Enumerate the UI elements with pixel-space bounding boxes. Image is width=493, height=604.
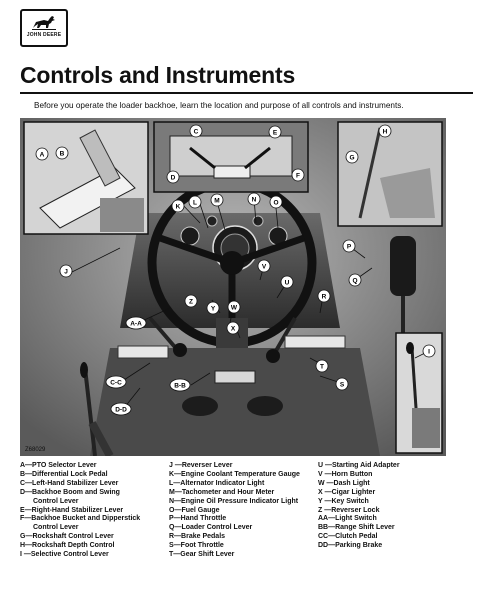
callout-e: [269, 126, 281, 138]
callout-x: [227, 322, 239, 334]
svg-text:S: S: [339, 381, 345, 389]
legend-item: Z —Reverser Lock: [318, 506, 380, 514]
callout-h: [379, 125, 391, 137]
svg-text:J: J: [64, 268, 68, 276]
callout-t: [316, 360, 328, 372]
svg-text:B: B: [59, 150, 65, 158]
callout-aa: [126, 317, 146, 329]
callout-cc: [106, 376, 126, 388]
legend-item: T—Gear Shift Lever: [169, 551, 235, 559]
controls-photo: [20, 118, 446, 456]
callout-m: [211, 194, 223, 206]
callout-d: [167, 171, 179, 183]
callout-a: [36, 148, 48, 160]
page-title: Controls and Instruments: [20, 62, 296, 88]
legend-item: P—Hand Throttle: [169, 515, 227, 523]
callout-i: [423, 345, 435, 357]
legend-item-continuation: Control Lever: [33, 497, 79, 505]
callout-y: [207, 302, 219, 314]
legend-item: M—Tachometer and Hour Meter: [169, 488, 275, 496]
callout-z: [185, 295, 197, 307]
legend-item: AA—Light Switch: [318, 515, 377, 523]
svg-text:K: K: [175, 203, 181, 211]
callout-v: [258, 260, 270, 272]
callout-l: [189, 196, 201, 208]
legend-item: E—Right-Hand Stabilizer Lever: [20, 506, 124, 514]
svg-text:Y: Y: [210, 305, 216, 313]
legend-item: DD—Parking Brake: [318, 542, 383, 550]
svg-text:X: X: [230, 325, 236, 333]
svg-text:H: H: [382, 128, 388, 136]
callout-s: [336, 378, 348, 390]
legend-item: A—PTO Selector Lever: [20, 462, 97, 469]
svg-text:D-D: D-D: [115, 406, 127, 414]
svg-text:Q: Q: [352, 277, 358, 285]
legend-item: Q—Loader Control Lever: [169, 524, 253, 532]
legend-item: CC—Clutch Pedal: [318, 533, 378, 541]
svg-text:O: O: [273, 199, 279, 207]
callout-g: [346, 151, 358, 163]
legend-item: X —Cigar Lighter: [318, 488, 376, 496]
legend-item: Y —Key Switch: [318, 497, 369, 505]
legend-item: BB—Range Shift Lever: [318, 524, 395, 532]
intro-text: Before you operate the loader backhoe, learn the location and purpose of all controls and instruments.: [34, 101, 404, 110]
brand-name: JOHN DEERE: [26, 32, 62, 38]
svg-text:L: L: [193, 199, 197, 207]
legend-item: K—Engine Coolant Temperature Gauge: [169, 470, 300, 478]
svg-text:U: U: [284, 279, 290, 287]
legend-item: U —Starting Aid Adapter: [318, 462, 400, 469]
svg-text:C: C: [193, 128, 199, 136]
callout-r: [318, 290, 330, 302]
legend-item: F—Backhoe Bucket and Dipperstick: [20, 515, 141, 523]
legend-item-continuation: Control Lever: [33, 524, 79, 532]
callout-f: [292, 169, 304, 181]
svg-text:R: R: [321, 293, 327, 301]
callout-w: [228, 301, 240, 313]
legend-item: W —Dash Light: [318, 479, 370, 487]
deer-icon: [30, 14, 58, 31]
callout-q: [349, 274, 361, 286]
svg-text:N: N: [251, 196, 257, 204]
legend-item: V —Horn Button: [318, 470, 373, 478]
svg-text:W: W: [230, 304, 238, 312]
svg-text:A-A: A-A: [130, 320, 142, 328]
legend-column-1: [20, 462, 140, 560]
callout-j: [60, 265, 72, 277]
callout-n: [248, 193, 260, 205]
legend-item: N—Engine Oil Pressure Indicator Light: [169, 497, 299, 505]
legend-item: O—Fuel Gauge: [169, 506, 220, 514]
svg-text:G: G: [349, 154, 355, 162]
callout-bb: [170, 379, 190, 391]
legend-item: R—Brake Pedals: [169, 533, 226, 541]
legend-column-3: [318, 462, 400, 551]
callout-k: [172, 200, 184, 212]
callout-dd: [111, 403, 131, 415]
callout-u: [281, 276, 293, 288]
svg-text:F: F: [296, 172, 300, 180]
john-deere-logo: [20, 9, 68, 47]
legend-item: G—Rockshaft Control Lever: [20, 533, 114, 541]
svg-text:V: V: [261, 263, 267, 271]
svg-text:M: M: [214, 197, 220, 205]
legend-item: I —Selective Control Lever: [20, 551, 109, 559]
svg-text:T: T: [320, 363, 324, 371]
svg-text:D: D: [170, 174, 176, 182]
figure-code: Z68029: [25, 447, 46, 453]
legend-column-2: [169, 462, 300, 560]
legend-item: H—Rockshaft Depth Control: [20, 542, 115, 550]
svg-text:B-B: B-B: [174, 382, 186, 390]
svg-text:C-C: C-C: [110, 379, 122, 387]
svg-text:Z: Z: [189, 298, 193, 306]
svg-text:E: E: [272, 129, 278, 137]
legend-item: D—Backhoe Boom and Swing: [20, 488, 120, 496]
callout-c: [190, 125, 202, 137]
callout-o: [270, 196, 282, 208]
title-divider: [20, 92, 473, 94]
callout-b: [56, 147, 68, 159]
legend-item: J —Reverser Lever: [169, 462, 233, 469]
svg-text:P: P: [346, 243, 352, 251]
legend-item: C—Left-Hand Stabilizer Lever: [20, 479, 119, 487]
legend-item: S—Foot Throttle: [169, 542, 224, 550]
callout-p: [343, 240, 355, 252]
legend-item: B—Differential Lock Pedal: [20, 470, 108, 478]
svg-text:A: A: [39, 151, 45, 159]
legend-item: L—Alternator Indicator Light: [169, 479, 265, 487]
svg-text:I: I: [428, 348, 430, 356]
